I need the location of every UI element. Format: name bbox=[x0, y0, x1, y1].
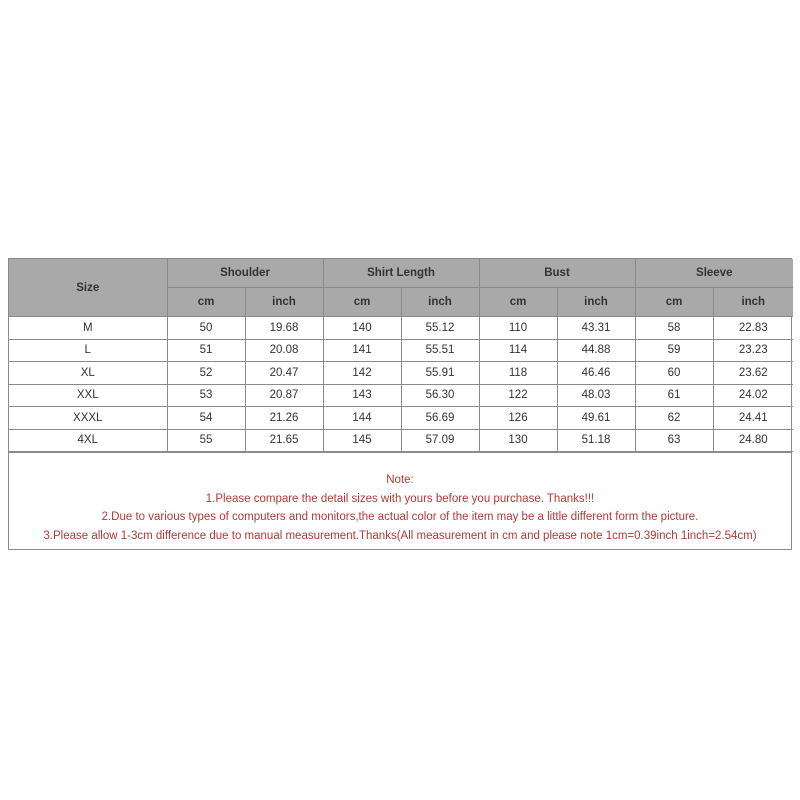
note-line-color: 2.Due to various types of computers and monitors,the actual color of the item may be a little different form the picture. bbox=[101, 511, 699, 523]
table-row bbox=[9, 339, 793, 362]
note-line-measurement: 3.Please allow 1-3cm difference due to manual measurement.Thanks(All measurement in cm and please note 1cm=0.39inch 1inch=2.54cm) bbox=[43, 529, 757, 542]
size-cell: XXL bbox=[9, 384, 167, 407]
unit-header: cm bbox=[323, 288, 401, 317]
table-cell: 58 bbox=[635, 317, 713, 340]
table-cell: 57.09 bbox=[401, 429, 479, 452]
table-cell: 46.46 bbox=[557, 362, 635, 385]
size-table bbox=[9, 259, 793, 452]
table-cell: 130 bbox=[479, 429, 557, 452]
table-cell: 20.87 bbox=[245, 384, 323, 407]
table-cell: 118 bbox=[479, 362, 557, 385]
table-cell: 54 bbox=[167, 407, 245, 430]
unit-header: cm bbox=[635, 288, 713, 317]
size-cell: L bbox=[9, 339, 167, 362]
table-cell: 20.08 bbox=[245, 339, 323, 362]
unit-header: inch bbox=[713, 288, 793, 317]
table-cell: 55.12 bbox=[401, 317, 479, 340]
note-section bbox=[9, 452, 791, 549]
table-cell: 51 bbox=[167, 339, 245, 362]
unit-header: inch bbox=[401, 288, 479, 317]
table-cell: 126 bbox=[479, 407, 557, 430]
table-cell: 51.18 bbox=[557, 429, 635, 452]
size-cell: XL bbox=[9, 362, 167, 385]
group-header-sleeve: Sleeve bbox=[635, 259, 793, 288]
size-chart bbox=[8, 258, 792, 550]
note-line-compare: 1.Please compare the detail sizes with yours before you purchase. Thanks!!! bbox=[205, 492, 595, 505]
table-cell: 122 bbox=[479, 384, 557, 407]
group-header-shoulder: Shoulder bbox=[167, 259, 323, 288]
table-cell: 59 bbox=[635, 339, 713, 362]
table-cell: 21.26 bbox=[245, 407, 323, 430]
table-cell: 21.65 bbox=[245, 429, 323, 452]
table-body bbox=[9, 317, 793, 452]
unit-header: inch bbox=[557, 288, 635, 317]
table-cell: 62 bbox=[635, 407, 713, 430]
table-cell: 141 bbox=[323, 339, 401, 362]
table-cell: 140 bbox=[323, 317, 401, 340]
table-row bbox=[9, 384, 793, 407]
group-header-bust: Bust bbox=[479, 259, 635, 288]
table-cell: 60 bbox=[635, 362, 713, 385]
note-title: Note: bbox=[386, 474, 414, 486]
table-row bbox=[9, 429, 793, 452]
table-cell: 22.83 bbox=[713, 317, 793, 340]
table-cell: 56.69 bbox=[401, 407, 479, 430]
table-cell: 52 bbox=[167, 362, 245, 385]
table-cell: 24.80 bbox=[713, 429, 793, 452]
size-cell: XXXL bbox=[9, 407, 167, 430]
size-cell: M bbox=[9, 317, 167, 340]
table-cell: 55 bbox=[167, 429, 245, 452]
table-cell: 50 bbox=[167, 317, 245, 340]
table-cell: 56.30 bbox=[401, 384, 479, 407]
table-cell: 43.31 bbox=[557, 317, 635, 340]
unit-header: inch bbox=[245, 288, 323, 317]
table-cell: 63 bbox=[635, 429, 713, 452]
table-cell: 24.02 bbox=[713, 384, 793, 407]
table-cell: 20.47 bbox=[245, 362, 323, 385]
table-header bbox=[9, 259, 793, 317]
table-row bbox=[9, 317, 793, 340]
table-cell: 23.23 bbox=[713, 339, 793, 362]
table-cell: 110 bbox=[479, 317, 557, 340]
table-cell: 44.88 bbox=[557, 339, 635, 362]
table-cell: 143 bbox=[323, 384, 401, 407]
unit-header: cm bbox=[167, 288, 245, 317]
table-cell: 55.51 bbox=[401, 339, 479, 362]
group-header-shirt-length: Shirt Length bbox=[323, 259, 479, 288]
table-row bbox=[9, 407, 793, 430]
table-cell: 53 bbox=[167, 384, 245, 407]
size-header: Size bbox=[9, 259, 167, 317]
table-cell: 145 bbox=[323, 429, 401, 452]
table-row bbox=[9, 362, 793, 385]
table-cell: 142 bbox=[323, 362, 401, 385]
table-cell: 49.61 bbox=[557, 407, 635, 430]
table-cell: 144 bbox=[323, 407, 401, 430]
table-cell: 55.91 bbox=[401, 362, 479, 385]
table-cell: 19.68 bbox=[245, 317, 323, 340]
table-cell: 48.03 bbox=[557, 384, 635, 407]
table-cell: 114 bbox=[479, 339, 557, 362]
table-cell: 61 bbox=[635, 384, 713, 407]
table-cell: 23.62 bbox=[713, 362, 793, 385]
table-cell: 24.41 bbox=[713, 407, 793, 430]
size-cell: 4XL bbox=[9, 429, 167, 452]
unit-header: cm bbox=[479, 288, 557, 317]
